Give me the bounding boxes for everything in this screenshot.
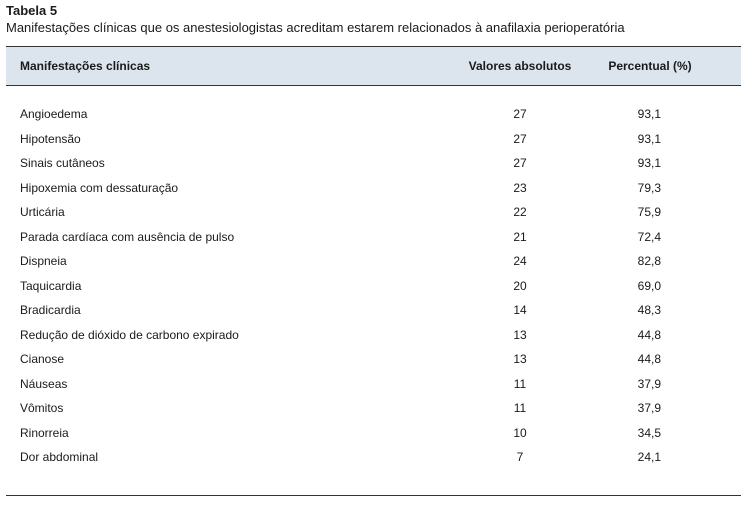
manifestation-cell: Urticária (20, 205, 65, 219)
absolute-value-cell: 22 (513, 205, 527, 219)
header-manifestation: Manifestações clínicas (20, 59, 151, 73)
absolute-value-cell: 21 (513, 229, 527, 244)
percent-cell: 37,9 (637, 401, 661, 415)
absolute-value-cell: 13 (513, 327, 527, 342)
table-row (0, 347, 747, 372)
percent-cell: 82,8 (637, 254, 661, 268)
table-bottom-rule (6, 495, 741, 496)
manifestation-cell: Dispneia (20, 254, 67, 268)
table-row (0, 421, 747, 446)
absolute-value-cell: 11 (513, 376, 527, 391)
manifestation-cell: Rinorreia (20, 425, 69, 440)
table-row (0, 249, 747, 274)
table-row (0, 298, 747, 323)
manifestation-cell: Náuseas (20, 376, 68, 391)
percent-cell: 44,8 (637, 352, 661, 366)
table-row (0, 445, 747, 470)
table-row (0, 102, 747, 127)
percent-cell: 34,5 (637, 425, 661, 440)
table-row (0, 225, 747, 250)
manifestation-cell: Hipoxemia com dessaturação (20, 180, 179, 195)
manifestation-cell: Bradicardia (20, 303, 81, 317)
absolute-value-cell: 13 (513, 352, 527, 366)
percent-cell: 44,8 (637, 327, 661, 342)
table-label: Tabela 5 (6, 3, 58, 18)
table-row (0, 274, 747, 299)
header-absolute-values: Valores absolutos (468, 59, 572, 73)
percent-cell: 48,3 (637, 303, 661, 317)
table-header (6, 46, 741, 86)
percent-cell: 93,1 (637, 107, 661, 121)
table-row (0, 200, 747, 225)
manifestation-cell: Taquicardia (20, 278, 82, 293)
table-row (0, 372, 747, 397)
percent-cell: 72,4 (637, 229, 661, 244)
manifestation-cell: Redução de dióxido de carbono expirado (20, 327, 239, 342)
table-row (0, 127, 747, 152)
table-caption: Manifestações clínicas que os anestesiologistas acreditam estarem relacionados à anafilaxia perioperatória (6, 20, 625, 35)
table-body (0, 102, 747, 470)
absolute-value-cell: 7 (516, 450, 524, 464)
absolute-value-cell: 27 (513, 156, 527, 170)
manifestation-cell: Cianose (20, 352, 65, 366)
absolute-value-cell: 27 (513, 131, 527, 146)
percent-cell: 69,0 (637, 278, 661, 293)
table-row (0, 151, 747, 176)
manifestation-cell: Hipotensão (20, 131, 81, 146)
absolute-value-cell: 20 (513, 278, 527, 293)
absolute-value-cell: 11 (513, 401, 527, 415)
percent-cell: 93,1 (637, 156, 661, 170)
percent-cell: 24,1 (637, 450, 661, 464)
absolute-value-cell: 23 (513, 180, 527, 195)
percent-cell: 75,9 (637, 205, 661, 219)
table-row (0, 323, 747, 348)
manifestation-cell: Vômitos (20, 401, 64, 415)
manifestation-cell: Sinais cutâneos (20, 156, 105, 170)
percent-cell: 79,3 (637, 180, 661, 195)
header-percent: Percentual (%) (608, 59, 692, 73)
table-row (0, 396, 747, 421)
manifestation-cell: Parada cardíaca com ausência de pulso (20, 229, 235, 244)
manifestation-cell: Dor abdominal (20, 450, 99, 464)
absolute-value-cell: 27 (513, 107, 527, 121)
manifestation-cell: Angioedema (20, 107, 88, 121)
absolute-value-cell: 10 (513, 425, 527, 440)
table-row (0, 176, 747, 201)
percent-cell: 93,1 (637, 131, 661, 146)
absolute-value-cell: 24 (513, 254, 527, 268)
absolute-value-cell: 14 (513, 303, 527, 317)
percent-cell: 37,9 (637, 376, 661, 391)
